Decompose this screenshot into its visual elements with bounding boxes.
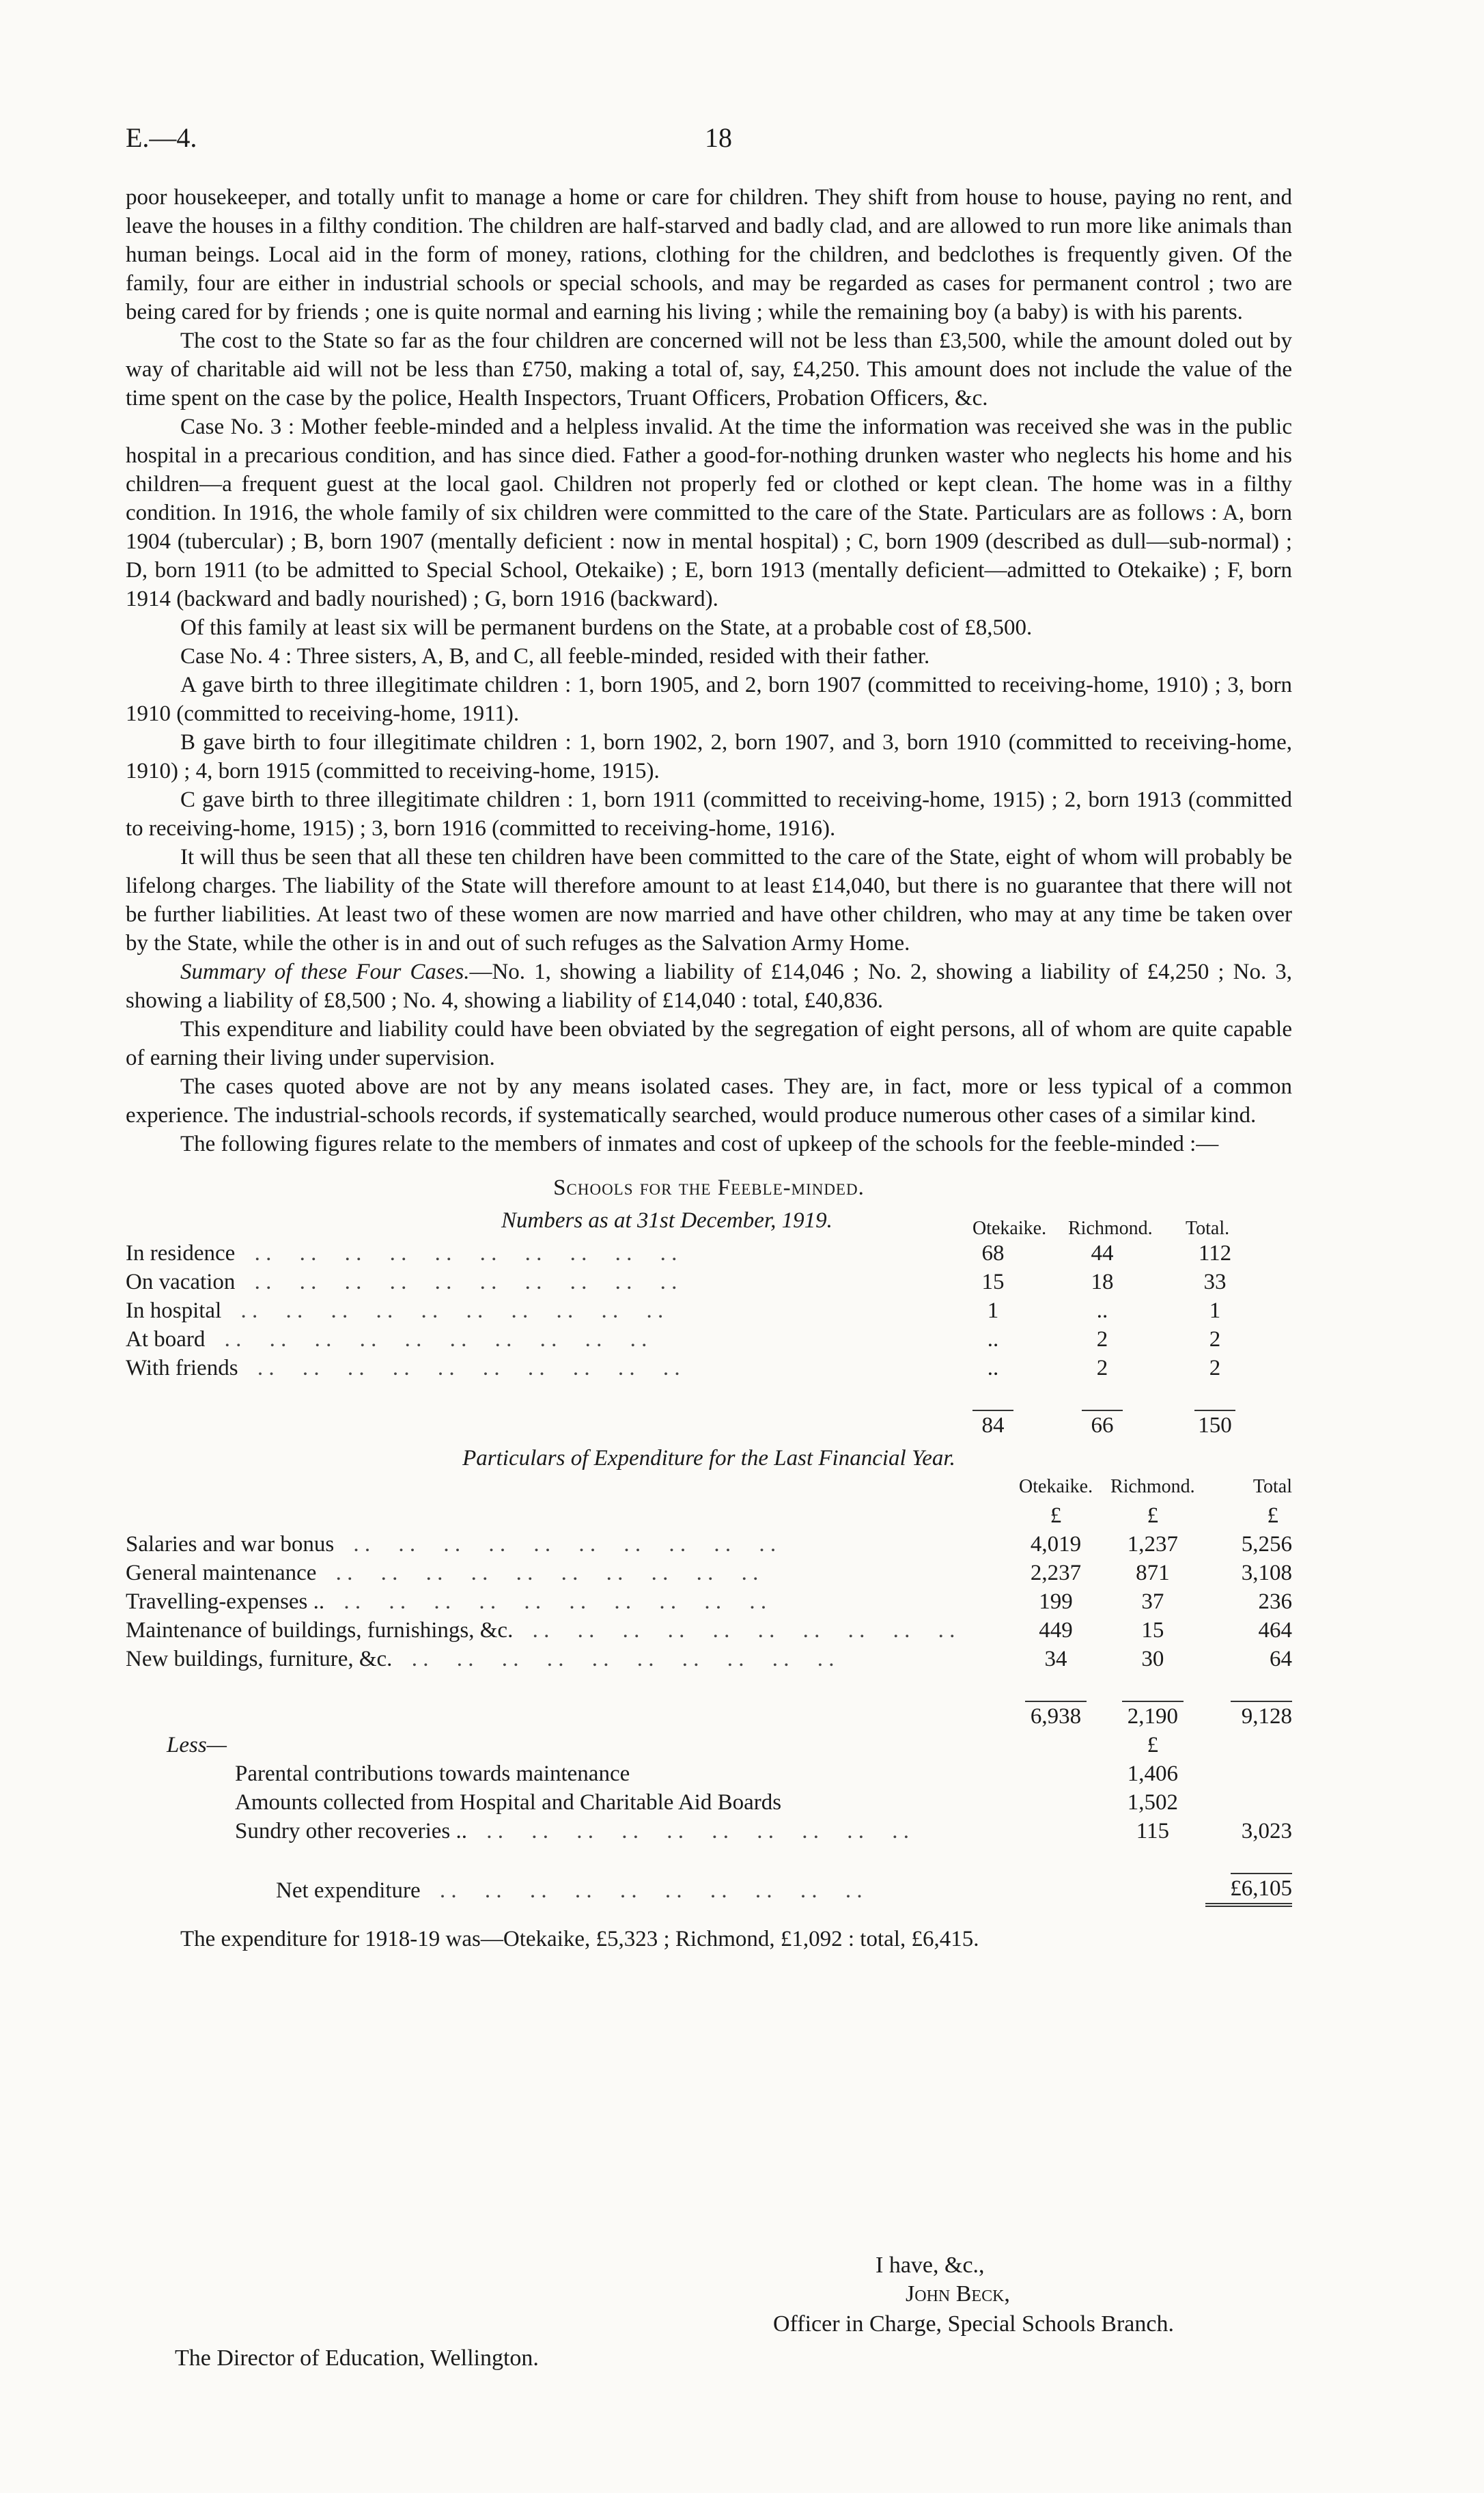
addressee: The Director of Education, Wellington. <box>175 2345 539 2371</box>
paragraph: The cost to the State so far as the four children are concerned will not be less than £3,500, while the amount doled out by way of charitable aid will not be less than £750, making a total of, say, £4,250. This amount does not include the value of the time spent on the case by the police, Health Inspectors, Truant Officers, Probation Officers, &c. <box>126 329 1292 410</box>
cell: 33 <box>1203 1270 1227 1294</box>
net-value: £6,105 <box>1205 1874 1292 1905</box>
currency: £ <box>1050 1503 1062 1528</box>
cell: 9,128 <box>1241 1704 1292 1729</box>
paragraph: Case No. 3 : Mother feeble-minded and a helpless invalid. At the time the information was received she was in the public hospital in a precarious condition, and has since died. Father a good-for-nothing drunken waster who neglects his home and his children—a frequent guest at the local gaol. Children not properly fed or clothed or kept clean. The home was in a filthy condition. In 1916, the whole family of six children were committed to the care of the State. Particulars are as follows : A, born 1904 (tubercular) ; B, born 1907 (mentally deficient : now in mental hospital) ; C, born 1909 (described as dull—sub-normal) ; D, born 1911 (to be admitted to Special School, Otekaike) ; E, born 1913 (mentally deficient—admitted to Otekaike) ; F, born 1914 (backward and badly nourished) ; G, born 1916 (backward). <box>126 415 1292 611</box>
cell: 1 <box>987 1298 999 1323</box>
table-row <box>126 1325 1266 1354</box>
schools-title: Schools for the Feeble-minded. <box>553 1175 865 1200</box>
cell: 1 <box>1209 1298 1221 1323</box>
expenditure-subtitle: Particulars of Expenditure for the Last Financial Year. <box>462 1446 955 1471</box>
cell: 2,190 <box>1127 1704 1178 1729</box>
cell: 3,108 <box>1241 1561 1292 1585</box>
page-number: 18 <box>705 122 732 153</box>
cell: 199 <box>1039 1589 1073 1614</box>
paragraph: Of this family at least six will be permanent burdens on the State, at a probable cost of £8,500. <box>180 615 1033 640</box>
table-row <box>126 1616 1292 1645</box>
cell: .. <box>987 1327 999 1352</box>
paragraph: poor housekeeper, and totally unfit to manage a home or care for children. They shift from house to house, paying no rent, and leave the houses in a filthy condition. The children are half-starved and badly clad, and are allowed to run more like animals than human beings. Local aid in the form of money, rations, clothing for the children, and bedclothes is frequently given. Of the family, four are either in industrial schools or special schools, and may be regarded as cases for permanent control ; two are being cared for by friends ; one is quite normal and earning his living ; while the remaining boy (a baby) is with his parents. <box>126 185 1292 324</box>
paragraph: This expenditure and liability could have been obviated by the segregation of eight persons, all of whom are quite capable of earning their living under supervision. <box>126 1017 1292 1070</box>
row-label: Amounts collected from Hospital and Charitable Aid Boards <box>235 1790 782 1815</box>
row-label: On vacation <box>126 1270 236 1294</box>
cell: 1,502 <box>1127 1790 1178 1815</box>
currency: £ <box>1147 1733 1159 1757</box>
cell: 4,019 <box>1030 1532 1082 1557</box>
summary-rest: —No. 1, showing a liability of £14,046 ; No. 2, showing a liability of £4,250 ; No. 3, showing a liability of £8,500 ; No. 4, showing a liability of £14,040 : total, £40,836. <box>126 960 1293 1013</box>
paragraph: It will thus be seen that all these ten children have been committed to the care of the State, eight of whom will probably be lifelong charges. The liability of the State will therefore amount to at least £14,040, but there is no guarantee that there will not be further liabilities. At least two of these women are now married and have other children, who may at any time be taken over by the State, while the other is in and out of such refuges as the Salvation Army Home. <box>126 845 1292 956</box>
signatory-name: John Beck, <box>906 2281 1010 2307</box>
expenditure-table <box>126 1473 1292 1907</box>
table-row <box>126 1354 1266 1382</box>
currency: £ <box>1267 1503 1278 1528</box>
numbers-col-total: Total. <box>1186 1218 1230 1239</box>
cell: 464 <box>1258 1618 1292 1643</box>
cell: 2 <box>1096 1356 1108 1380</box>
table-row <box>126 1530 1292 1559</box>
table-row <box>126 1759 1292 1788</box>
closing-line: The expenditure for 1918-19 was—Otekaike, £5,323 ; Richmond, £1,092 : total, £6,415. <box>180 1927 979 1951</box>
cell: 5,256 <box>1241 1532 1292 1557</box>
table-row <box>126 1268 1266 1296</box>
cell: 30 <box>1141 1647 1164 1671</box>
row-label: In residence <box>126 1241 236 1266</box>
cell: 871 <box>1136 1561 1170 1585</box>
cell: 66 <box>1091 1413 1114 1438</box>
row-label: New buildings, furniture, &c. <box>126 1647 393 1671</box>
totals-row <box>126 1411 1266 1440</box>
less-label: Less— <box>167 1733 227 1757</box>
row-label: General maintenance <box>126 1561 317 1585</box>
exp-col-total: Total <box>1252 1476 1292 1497</box>
row-label: Salaries and war bonus <box>126 1532 335 1557</box>
cell: 44 <box>1091 1241 1114 1266</box>
body-text <box>126 183 1292 1953</box>
row-label: In hospital <box>126 1298 222 1323</box>
cell: 84 <box>981 1413 1005 1438</box>
paragraph: C gave birth to three illegitimate children : 1, born 1911 (committed to receiving-home, 1915) ; 2, born 1913 (committed to receiving-home, 1915) ; 3, born 1916 (committed to receiving-home, 1916). <box>126 788 1292 841</box>
cell: 64 <box>1270 1647 1292 1671</box>
totals-row <box>126 1702 1292 1731</box>
cell: 3,023 <box>1241 1819 1292 1843</box>
summary-paragraph <box>126 958 1292 1015</box>
cell: 6,938 <box>1030 1704 1082 1729</box>
cell: 68 <box>981 1241 1005 1266</box>
page-code: E.—4. <box>126 122 197 153</box>
table-row <box>126 1559 1292 1587</box>
currency: £ <box>1147 1503 1159 1528</box>
signatory-title: Officer in Charge, Special Schools Branch. <box>773 2311 1174 2337</box>
numbers-col-richmond: Richmond. <box>1068 1218 1153 1239</box>
net-row <box>126 1874 1292 1905</box>
cell: .. <box>1096 1298 1108 1323</box>
cell: 15 <box>1141 1618 1164 1643</box>
cell: 2 <box>1209 1327 1221 1352</box>
row-label: Sundry other recoveries .. <box>235 1819 467 1843</box>
row-label: Net expenditure <box>276 1878 421 1903</box>
summary-lead: Summary of these Four Cases. <box>180 960 470 984</box>
row-label: Travelling-expenses .. <box>126 1589 325 1614</box>
cell: 2,237 <box>1030 1561 1082 1585</box>
table-row <box>126 1239 1266 1268</box>
cell: 449 <box>1039 1618 1073 1643</box>
cell: 37 <box>1141 1589 1164 1614</box>
table-row <box>126 1788 1292 1817</box>
cell: 115 <box>1136 1819 1169 1843</box>
cell: 2 <box>1096 1327 1108 1352</box>
cell: 18 <box>1091 1270 1114 1294</box>
cell: 34 <box>1044 1647 1067 1671</box>
row-label: At board <box>126 1327 206 1352</box>
exp-col-richmond: Richmond. <box>1110 1476 1195 1497</box>
cell: 15 <box>981 1270 1005 1294</box>
paragraph: B gave birth to four illegitimate children : 1, born 1902, 2, born 1907, and 3, born 1910 (committed to receiving-home, 1910) ; 4, born 1915 (committed to receiving-home, 1915). <box>126 730 1292 783</box>
paragraph: A gave birth to three illegitimate children : 1, born 1905, and 2, born 1907 (committed to receiving-home, 1910) ; 3, born 1910 (committed to receiving-home, 1911). <box>126 673 1292 726</box>
table-row <box>126 1817 1292 1846</box>
numbers-subtitle: Numbers as at 31st December, 1919. <box>501 1208 832 1233</box>
row-label: With friends <box>126 1356 238 1380</box>
cell: 112 <box>1198 1241 1232 1266</box>
table-row <box>126 1587 1292 1616</box>
cell: 236 <box>1258 1589 1292 1614</box>
cell: 1,406 <box>1127 1761 1178 1786</box>
paragraph: The cases quoted above are not by any means isolated cases. They are, in fact, more or less typical of a common experience. The industrial-schools records, if systematically searched, would produce numerous other cases of a similar kind. <box>126 1074 1292 1128</box>
table-row <box>126 1645 1292 1673</box>
exp-col-otekaike: Otekaike. <box>1019 1476 1093 1497</box>
numbers-col-otekaike: Otekaike. <box>972 1218 1047 1239</box>
row-label: Maintenance of buildings, furnishings, &c. <box>126 1618 514 1643</box>
paragraph: The following figures relate to the members of inmates and cost of upkeep of the schools for the feeble-minded :— <box>180 1132 1219 1156</box>
cell: .. <box>987 1356 999 1380</box>
cell: 1,237 <box>1127 1532 1178 1557</box>
cell: 2 <box>1209 1356 1221 1380</box>
paragraph: Case No. 4 : Three sisters, A, B, and C, all feeble-minded, resided with their father. <box>180 644 930 669</box>
row-label: Parental contributions towards maintenance <box>235 1761 630 1786</box>
numbers-table <box>126 1239 1266 1440</box>
table-row <box>126 1296 1266 1325</box>
salutation: I have, &c., <box>876 2253 985 2278</box>
cell: 150 <box>1198 1413 1232 1438</box>
